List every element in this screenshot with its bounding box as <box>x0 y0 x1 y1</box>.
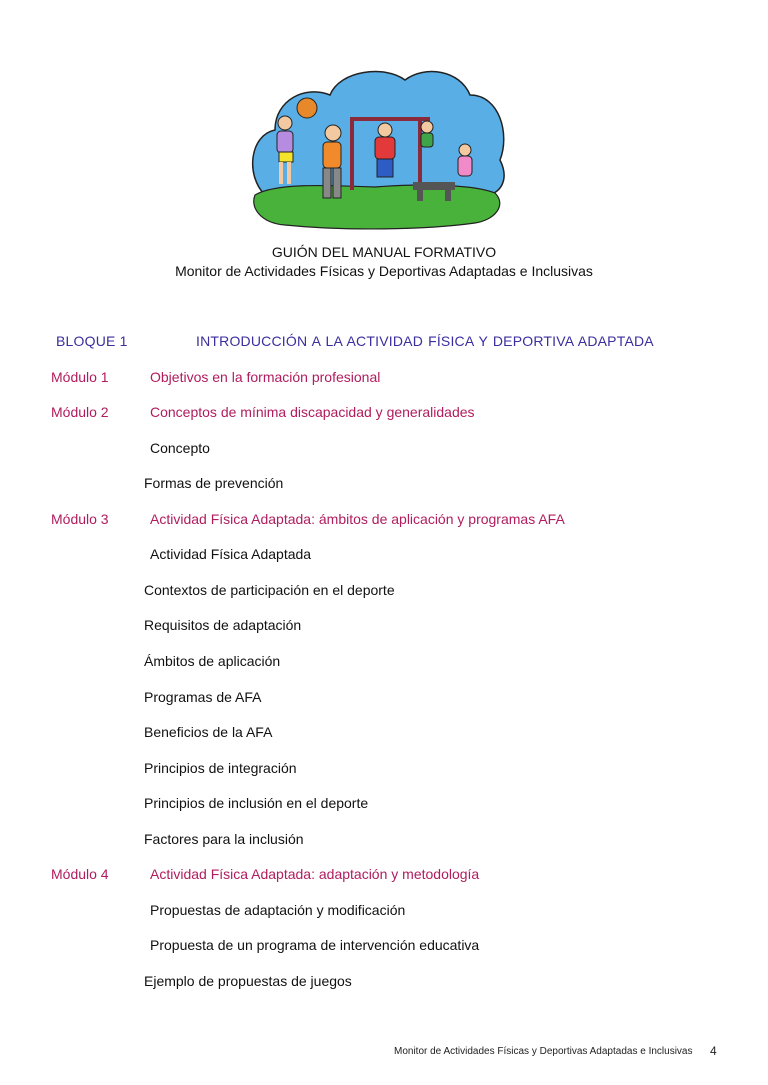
bar-post-left <box>350 120 354 190</box>
module-4-item: Propuesta de un programa de intervención educativa <box>150 937 480 953</box>
module-3-item: Programas de AFA <box>144 689 262 705</box>
module-2-title: Conceptos de mínima discapacidad y generalidades <box>150 404 475 420</box>
children-playing-illustration <box>245 55 515 235</box>
document-subtitle: Monitor de Actividades Físicas y Deportivas Adaptadas e Inclusivas <box>175 263 593 279</box>
page-number: 4 <box>710 1044 717 1058</box>
grass <box>254 185 500 229</box>
module-3-item: Ámbitos de aplicación <box>144 653 281 669</box>
block-label: BLOQUE 1 <box>56 333 128 349</box>
module-3-item: Actividad Física Adaptada <box>150 546 312 562</box>
bar-top <box>350 117 430 121</box>
module-3-item: Contextos de participación en el deporte <box>144 582 395 598</box>
module-3-item: Requisitos de adaptación <box>144 617 302 633</box>
block-title: INTRODUCCIÓN A LA ACTIVIDAD FÍSICA Y DEPORTIVA ADAPTADA <box>196 333 654 349</box>
page-footer: Monitor de Actividades Físicas y Deportivas Adaptadas e Inclusivas <box>394 1046 693 1057</box>
module-3-item: Factores para la inclusión <box>144 831 304 847</box>
module-4-item: Propuestas de adaptación y modificación <box>150 902 406 918</box>
module-2-label: Módulo 2 <box>51 404 109 420</box>
module-4-label: Módulo 4 <box>51 866 109 882</box>
module-4-title: Actividad Física Adaptada: adaptación y metodología <box>150 866 480 882</box>
module-3-item: Principios de inclusión en el deporte <box>144 795 369 811</box>
module-3-item: Principios de integración <box>144 760 297 776</box>
bench <box>413 182 455 190</box>
module-2-item: Formas de prevención <box>144 475 284 491</box>
document-title: GUIÓN DEL MANUAL FORMATIVO <box>271 244 497 260</box>
module-1-title: Objetivos en la formación profesional <box>150 369 381 385</box>
ball <box>297 98 317 118</box>
module-3-label: Módulo 3 <box>51 511 109 527</box>
module-3-title: Actividad Física Adaptada: ámbitos de aplicación y programas AFA <box>150 511 565 527</box>
module-1-label: Módulo 1 <box>51 369 109 385</box>
module-2-item: Concepto <box>150 440 210 456</box>
module-4-item: Ejemplo de propuestas de juegos <box>144 973 352 989</box>
module-3-item: Beneficios de la AFA <box>144 724 273 740</box>
